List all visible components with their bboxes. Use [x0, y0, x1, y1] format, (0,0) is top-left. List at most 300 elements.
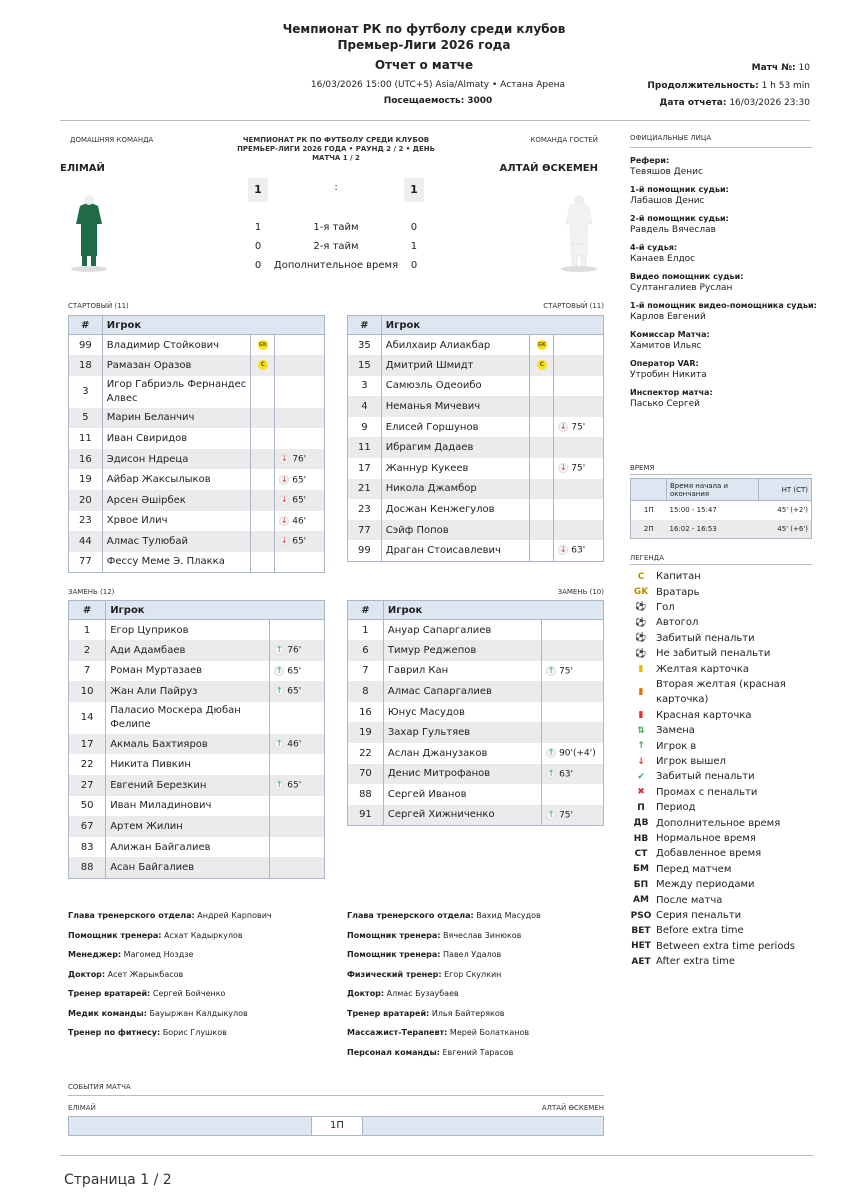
match-number: [752, 63, 810, 73]
staff-row: [347, 931, 617, 951]
legend-item: [630, 708, 820, 723]
player-row: [348, 376, 604, 397]
official-role: Инспектор матча:: [630, 388, 713, 397]
event-minute: 76': [287, 645, 302, 656]
player-event: [554, 479, 604, 500]
legend-item: [630, 800, 820, 815]
event-minute: 65': [292, 475, 307, 486]
staff-row: [68, 931, 338, 951]
player-name: Никола Джамбор: [381, 479, 530, 500]
legend-item: [630, 831, 820, 846]
staff-row: [347, 950, 617, 970]
staff-name: Евгений Тарасов: [442, 1047, 514, 1057]
col-num: #: [348, 316, 382, 335]
official-item: [630, 301, 820, 322]
player-row: [69, 511, 325, 532]
period-away: 0: [410, 222, 418, 233]
staff-name: Асхат Кадыркулов: [164, 930, 243, 940]
player-row: [348, 784, 604, 805]
player-name: Акмаль Бахтияров: [106, 734, 270, 755]
legend-text: Замена: [656, 725, 695, 737]
captain-icon: C: [637, 571, 645, 582]
player-number: 67: [69, 816, 106, 837]
player-event: [275, 428, 325, 449]
abbr-am: АМ: [633, 895, 649, 906]
player-row: [69, 449, 325, 470]
player-event: [270, 702, 325, 734]
staff-row: [347, 1009, 617, 1029]
official-name: Карлов Евгений: [630, 312, 706, 322]
col-player: Игрок: [106, 601, 325, 620]
player-number: 99: [69, 335, 103, 356]
home-kit-icon: [66, 190, 112, 274]
period-row: [248, 260, 424, 279]
official-item: [630, 214, 820, 235]
staff-row: [347, 989, 617, 1009]
col-player: Игрок: [383, 601, 603, 620]
staff-role: Тренер по фитнесу:: [68, 1028, 161, 1037]
captain-icon: C: [258, 360, 268, 370]
staff-name: Павел Удалов: [443, 950, 502, 959]
player-event: [270, 837, 325, 858]
player-number: 17: [69, 734, 106, 755]
legend-item: [630, 569, 820, 584]
player-row: [348, 805, 604, 826]
player-out-icon: ↓: [280, 495, 288, 505]
legend-item: [630, 939, 820, 954]
official-item: [630, 330, 820, 351]
player-number: 50: [69, 796, 106, 817]
player-name: Асан Байгалиев: [106, 857, 270, 878]
staff-role: Физический тренер:: [347, 969, 442, 979]
staff-name: Андрей Карпович: [197, 911, 272, 920]
legend-item: [630, 846, 820, 861]
event-minute: 75': [571, 422, 586, 433]
time-ht-header: HT (CT): [759, 479, 812, 501]
player-row: [348, 743, 604, 764]
col-player: Игрок: [381, 316, 603, 335]
staff-row: [68, 989, 338, 1009]
official-name: Канаев Елдос: [630, 254, 696, 264]
player-name: Аслан Джанузаков: [383, 743, 541, 764]
legend-item: [630, 954, 820, 969]
player-in-icon: ↑: [275, 645, 283, 655]
official-role: 1-й помощник видео-помощника судьи:: [630, 301, 817, 310]
attendance-label: Посещаемость:: [383, 96, 465, 106]
col-player: Игрок: [102, 316, 324, 335]
player-row: [69, 661, 325, 682]
player-number: 77: [348, 520, 382, 541]
player-event: [270, 640, 325, 661]
staff-name: Борис Глушков: [162, 1028, 227, 1037]
player-event: [542, 661, 604, 682]
staff-name: Алмас Бузаубаев: [386, 989, 459, 998]
player-number: 44: [69, 531, 103, 552]
official-role: 1-й помощник судьи:: [630, 185, 729, 194]
event-minute: 75': [559, 666, 573, 677]
official-name: Султангалиев Руслан: [630, 283, 733, 293]
player-name: Денис Митрофанов: [383, 764, 541, 785]
official-role: Оператор VAR:: [630, 359, 699, 368]
player-name: Елисей Горшунов: [381, 417, 530, 438]
player-badge-cell: [251, 376, 275, 408]
player-event: [542, 620, 604, 641]
legend-item: [630, 785, 820, 800]
staff-name: Егор Скулкин: [444, 969, 502, 979]
player-name: Айбар Жаксылыков: [102, 469, 251, 490]
player-row: [69, 681, 325, 702]
home-start-table: [68, 315, 325, 573]
official-item: [630, 185, 820, 206]
player-event: [542, 681, 604, 702]
player-event: [554, 396, 604, 417]
own-goal-icon: ⚽: [635, 617, 647, 628]
player-badge-cell: [530, 520, 554, 541]
player-out-icon: ↓: [559, 463, 567, 473]
period-label: 2-я тайм: [313, 241, 359, 252]
player-row: [348, 620, 604, 641]
player-row: [69, 796, 325, 817]
player-out-icon: ↓: [637, 756, 645, 767]
legend-item: [630, 631, 820, 646]
player-out-icon: ↓: [280, 536, 288, 546]
player-name: Сергей Хижниченко: [383, 805, 541, 826]
player-number: 16: [69, 449, 103, 470]
player-name: Ибрагим Дадаев: [381, 437, 530, 458]
player-in-icon: ↑: [275, 738, 283, 748]
legend-item: [630, 769, 820, 784]
events-period: 1П: [311, 1117, 363, 1135]
abbr-bm: БМ: [633, 864, 649, 875]
player-event: [554, 458, 604, 479]
staff-role: Глава тренерского отдела:: [347, 911, 474, 920]
player-event: [554, 417, 604, 438]
goal-icon: ⚽: [635, 602, 647, 613]
player-number: 88: [348, 784, 384, 805]
player-name: Алмас Сапаргалиев: [383, 681, 541, 702]
official-item: [630, 388, 820, 409]
player-name: Абилхаир Алиакбар: [381, 335, 530, 356]
player-name: Эдисон Ндреца: [102, 449, 251, 470]
staff-role: Менеджер:: [68, 950, 122, 959]
report-title-line1: Чемпионат РК по футболу среди клубов: [282, 22, 566, 36]
player-event: [275, 355, 325, 376]
player-badge-cell: [251, 469, 275, 490]
legend-text: Гол: [656, 601, 675, 613]
events-away-team: АЛТАЙ ӨСКЕМЕН: [541, 1104, 604, 1112]
player-number: 17: [348, 458, 382, 479]
player-name: Юнус Масудов: [383, 702, 541, 723]
player-name: Гаврил Кан: [383, 661, 541, 682]
legend-list: [630, 569, 820, 969]
player-name: Фессу Меме Э. Плакка: [102, 552, 251, 573]
player-number: 5: [69, 408, 103, 429]
staff-row: [347, 911, 617, 931]
player-event: [270, 796, 325, 817]
player-row: [69, 552, 325, 573]
event-minute: 65': [292, 536, 307, 547]
cross-icon: ✖: [637, 787, 645, 798]
player-number: 19: [348, 722, 384, 743]
legend-text: Забитый пенальти: [656, 771, 755, 783]
duration-label: Продолжительность:: [647, 81, 759, 91]
player-number: 1: [348, 620, 384, 641]
staff-role: Помощник тренера:: [347, 930, 441, 940]
legend-item: [630, 815, 820, 830]
staff-row: [347, 970, 617, 990]
player-in-icon: ↑: [547, 809, 555, 819]
player-badge-cell: [251, 531, 275, 552]
legend-text: Игрок вышел: [656, 756, 726, 768]
period-row: [248, 222, 424, 241]
player-number: 4: [348, 396, 382, 417]
player-row: [348, 479, 604, 500]
player-number: 14: [69, 702, 106, 734]
player-number: 22: [348, 743, 384, 764]
abbr-pso: PSO: [630, 910, 652, 921]
official-role: 2-й помощник судьи:: [630, 214, 729, 223]
home-team-name: ЕЛІМАЙ: [60, 163, 105, 174]
player-name: Драган Стоисавлевич: [381, 540, 530, 561]
player-row: [348, 335, 604, 356]
player-row: [348, 722, 604, 743]
abbr-nv: НВ: [633, 833, 649, 844]
player-number: 8: [348, 681, 384, 702]
player-out-icon: ↓: [559, 421, 567, 431]
time-ht: 45' (+2'): [759, 501, 812, 520]
player-number: 16: [348, 702, 384, 723]
player-badge-cell: [530, 479, 554, 500]
legend-item: [630, 615, 820, 630]
duration: [647, 81, 810, 91]
player-number: 2: [69, 640, 106, 661]
event-minute: 65': [287, 780, 302, 791]
player-name: Самюэль Одеоибо: [381, 376, 530, 397]
staff-role: Тренер вратарей:: [68, 989, 151, 998]
player-number: 21: [348, 479, 382, 500]
player-event: [554, 376, 604, 397]
col-num: #: [348, 601, 384, 620]
legend-text: Between extra time periods: [656, 940, 796, 952]
home-staff-list: [68, 911, 338, 1048]
home-start-label: СТАРТОВЫЙ (11): [68, 302, 129, 310]
player-row: [69, 816, 325, 837]
player-event: [554, 335, 604, 356]
player-event: [270, 681, 325, 702]
player-event: [275, 490, 325, 511]
player-row: [69, 531, 325, 552]
legend-text: Вторая желтая (красная карточка): [656, 679, 786, 706]
staff-name: Мерей Болатканов: [449, 1028, 530, 1037]
player-badge-cell: [530, 376, 554, 397]
legend-item: [630, 923, 820, 938]
time-ht: 45' (+6'): [759, 520, 812, 539]
player-name: Рамазан Оразов: [102, 355, 251, 376]
legend-text: Игрок в: [656, 740, 697, 752]
time-table: [630, 478, 812, 539]
player-name: Иван Свиридов: [102, 428, 251, 449]
events-label: СОБЫТИЯ МАТЧА: [68, 1083, 131, 1091]
player-badge-cell: [251, 408, 275, 429]
abbr-aet: AET: [631, 956, 651, 967]
penalty-missed-icon: ⚽: [635, 648, 647, 659]
player-row: [69, 408, 325, 429]
away-team-name: АЛТАЙ ӨСКЕМЕН: [499, 163, 598, 174]
legend-text: Дополнительное время: [656, 817, 781, 829]
player-name: Захар Гультяев: [383, 722, 541, 743]
goalkeeper-icon: GK: [537, 341, 546, 348]
player-event: [275, 335, 325, 356]
yellow-card-icon: ▮: [638, 664, 644, 675]
player-event: [275, 376, 325, 408]
player-event: [275, 552, 325, 573]
player-out-icon: ↓: [280, 474, 288, 484]
player-in-icon: ↑: [275, 686, 283, 696]
period-away: 0: [410, 260, 418, 271]
player-row: [69, 754, 325, 775]
report-date: [659, 98, 810, 108]
player-number: 83: [69, 837, 106, 858]
player-row: [348, 681, 604, 702]
player-badge-cell: [251, 355, 275, 376]
player-event: [270, 857, 325, 878]
away-score: 1: [404, 178, 424, 202]
staff-role: Тренер вратарей:: [347, 1008, 430, 1018]
player-name: Досжан Кенжегулов: [381, 499, 530, 520]
player-name: Игор Габриэль Фернандес Алвес: [102, 376, 251, 408]
player-row: [69, 837, 325, 858]
legend-text: Промах с пенальти: [656, 786, 758, 798]
events-home-team: ЕЛІМАЙ: [68, 1104, 96, 1112]
player-row: [348, 540, 604, 561]
score-separator: :: [334, 182, 338, 193]
player-badge-cell: [251, 490, 275, 511]
player-badge-cell: [251, 335, 275, 356]
player-row: [348, 702, 604, 723]
staff-name: Асет Жарыкбасов: [107, 969, 184, 979]
competition-line3: МАТЧА 1 / 2: [312, 154, 360, 162]
period-home: 0: [254, 241, 262, 252]
player-event: [542, 702, 604, 723]
player-row: [69, 857, 325, 878]
player-badge-cell: [530, 540, 554, 561]
player-number: 19: [69, 469, 103, 490]
player-number: 1: [69, 620, 106, 641]
player-name: Арсен Әшірбек: [102, 490, 251, 511]
legend-item: [630, 584, 820, 599]
player-out-icon: ↓: [280, 453, 288, 463]
player-row: [69, 428, 325, 449]
abbr-bet: BET: [631, 925, 651, 936]
player-name: Ануар Сапаргалиев: [383, 620, 541, 641]
second-yellow-icon: ▮: [638, 687, 644, 698]
player-number: 7: [348, 661, 384, 682]
player-row: [69, 376, 325, 408]
staff-role: Персонал команды:: [347, 1047, 440, 1057]
penalty-scored-icon: ⚽: [635, 633, 647, 644]
page-number: Страница 1 / 2: [64, 1172, 172, 1188]
event-minute: 75': [559, 810, 573, 821]
legend-text: После матча: [656, 894, 723, 906]
official-name: Лабашов Денис: [630, 196, 705, 206]
home-subs-label: ЗАМЕНЬ (12): [68, 588, 115, 596]
report-title-line2: Премьер-Лиги 2026 года: [337, 38, 511, 52]
period-home: 0: [254, 260, 262, 271]
player-row: [69, 734, 325, 755]
player-in-icon: ↑: [275, 665, 283, 675]
legend-text: Желтая карточка: [656, 663, 749, 675]
player-number: 99: [348, 540, 382, 561]
staff-row: [347, 1048, 617, 1068]
legend-text: Не забитый пенальти: [656, 648, 771, 660]
official-role: 4-й судья:: [630, 243, 678, 252]
player-name: Ади Адамбаев: [106, 640, 270, 661]
player-event: [275, 408, 325, 429]
player-name: Сэйф Попов: [381, 520, 530, 541]
staff-name: Вахид Масудов: [476, 911, 541, 920]
event-minute: 90'(+4'): [559, 748, 596, 759]
legend-item: [630, 677, 820, 708]
period-scores: [248, 222, 424, 279]
legend-text: Нормальное время: [656, 833, 756, 845]
player-name: Владимир Стойкович: [102, 335, 251, 356]
player-badge-cell: [530, 458, 554, 479]
player-in-icon: ↑: [547, 768, 555, 778]
player-out-icon: ↓: [280, 515, 288, 525]
legend-text: Забитый пенальти: [656, 632, 755, 644]
legend-item: [630, 739, 820, 754]
event-minute: 46': [292, 516, 307, 527]
away-team-label: КОМАНДА ГОСТЕЙ: [530, 136, 598, 144]
player-event: [275, 469, 325, 490]
player-name: Алмас Тулюбай: [102, 531, 251, 552]
player-number: 18: [69, 355, 103, 376]
player-name: Жан Али Пайруз: [106, 681, 270, 702]
player-event: [554, 437, 604, 458]
away-kit-icon: [556, 190, 602, 274]
attendance-value: 3000: [467, 96, 493, 106]
player-row: [69, 640, 325, 661]
player-number: 77: [69, 552, 103, 573]
player-event: [542, 764, 604, 785]
player-badge-cell: [251, 511, 275, 532]
player-row: [69, 775, 325, 796]
abbr-bp: БП: [633, 879, 649, 890]
red-card-icon: ▮: [638, 710, 644, 721]
player-number: 3: [348, 376, 382, 397]
player-name: Артем Жилин: [106, 816, 270, 837]
home-team-label: ДОМАШНЯЯ КОМАНДА: [70, 136, 154, 144]
player-event: [542, 640, 604, 661]
player-number: 6: [348, 640, 384, 661]
player-row: [348, 520, 604, 541]
player-number: 88: [69, 857, 106, 878]
player-badge-cell: [251, 428, 275, 449]
time-col-header: Время начала и окончания: [667, 479, 759, 501]
player-event: [270, 620, 325, 641]
player-row: [348, 458, 604, 479]
official-role: Видео помощник судьи:: [630, 272, 744, 281]
staff-role: Помощник тренера:: [68, 930, 162, 940]
event-minute: 65': [287, 686, 302, 697]
report-date-label: Дата отчета:: [659, 98, 727, 108]
player-row: [348, 661, 604, 682]
home-score: 1: [248, 178, 268, 202]
legend-item: [630, 723, 820, 738]
official-item: [630, 272, 820, 293]
player-name: Никита Пивкин: [106, 754, 270, 775]
legend-item: [630, 892, 820, 907]
